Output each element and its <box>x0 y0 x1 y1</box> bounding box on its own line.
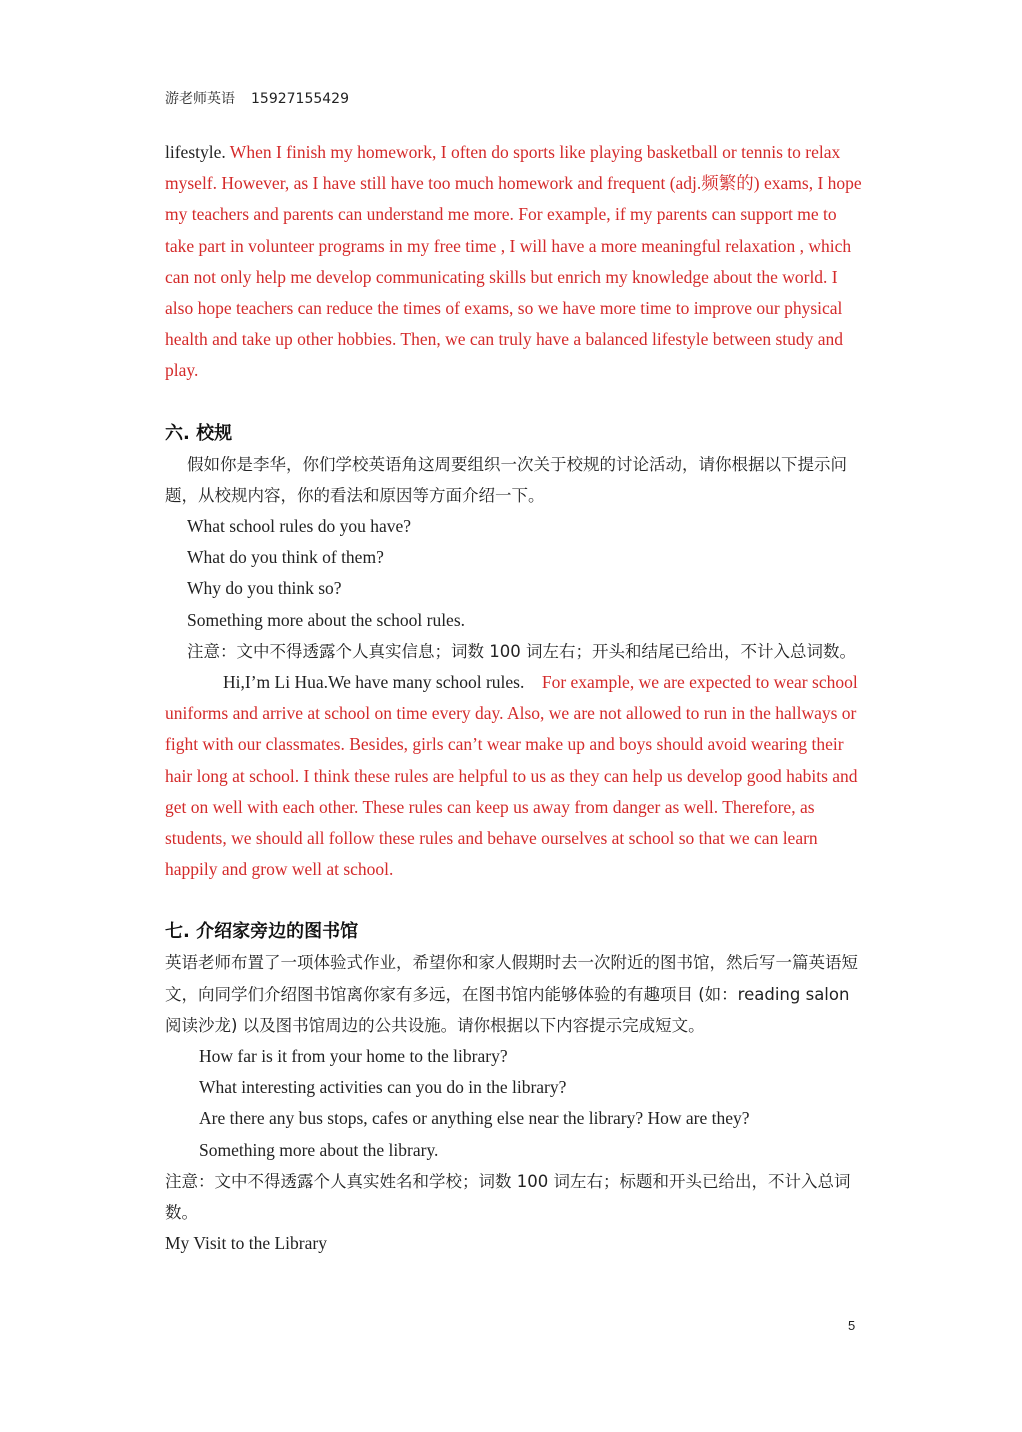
section7-prompt: 英语老师布置了一项体验式作业，希望你和家人假期时去一次附近的图书馆，然后写一篇英语短文，向同学们介绍图书馆离你家有多远，在图书馆内能够体验的有趣项目 (如：reading salon 阅读沙龙) 以及图书馆周边的公共设施。请你根据以下内容提示完成短文。 <box>165 953 858 1035</box>
section6-essay <box>165 667 865 885</box>
page-number: 5 <box>848 1318 856 1333</box>
section7-title: 七. 介绍家旁边的图书馆 <box>165 921 359 943</box>
page-header <box>165 88 349 108</box>
header-phone: 15927155429 <box>251 91 349 107</box>
section5-continued-paragraph <box>165 137 865 387</box>
header-author: 游老师英语 <box>165 91 235 107</box>
section6-opening: Hi,I’m Li Hua.We have many school rules. <box>223 672 525 693</box>
section6-note: 注意：文中不得透露个人真实信息；词数 100 词左右；开头和结尾已给出，不计入总词数。 <box>187 641 856 661</box>
section7-question-1: How far is it from your home to the library? <box>199 1046 508 1067</box>
section6-title: 六. 校规 <box>165 422 233 444</box>
section5-answer-text: When I finish my homework, I often do sports like playing basketball or tennis to relax myself. However, as I have still have too much homework and frequent (adj.频繁的) exams, I hope my teachers and parents can understand me more. For example, if my parents can support me to take part in volunteer programs in my free time , I will have a more meaningful relaxation , which can not only help me develop communicating skills but enrich my knowledge about the world. I also hope teachers can reduce the times of exams, so we have more time to improve our physical health and take up other hobbies. Then, we can truly have a balanced lifestyle between study and play. <box>165 142 862 381</box>
section7-essay-title: My Visit to the Library <box>165 1233 327 1254</box>
section7-note: 注意：文中不得透露个人真实姓名和学校；词数 100 词左右；标题和开头已给出，不计入总词数。 <box>165 1171 851 1223</box>
section7-question-4: Something more about the library. <box>199 1139 439 1160</box>
section6-question-1: What school rules do you have? <box>187 516 412 537</box>
section6-answer-text: For example, we are expected to wear school uniforms and arrive at school on time every day. Also, we are not allowed to run in the hallways or fight with our classmates. Besides, girls can’t wear make up and boys should avoid wearing their hair long at school. I think these rules are helpful to us as they can help us develop good habits and get on well with each other. These rules can keep us away from danger as well. Therefore, as students, we should all follow these rules and behave ourselves at school so that we can learn happily and grow well at school. <box>165 672 858 880</box>
section6-question-4: Something more about the school rules. <box>187 609 466 630</box>
page-body <box>165 137 865 1260</box>
section7-question-2: What interesting activities can you do in the library? <box>199 1077 567 1098</box>
section6-question-2: What do you think of them? <box>187 547 384 568</box>
section5-lead-text: lifestyle. <box>165 142 226 162</box>
section6-prompt: 假如你是李华，你们学校英语角这周要组织一次关于校规的讨论活动，请你根据以下提示问题，从校规内容，你的看法和原因等方面介绍一下。 <box>165 454 847 505</box>
section6-question-3: Why do you think so? <box>187 578 342 599</box>
section7-question-3: Are there any bus stops, cafes or anything else near the library? How are they? <box>199 1108 750 1129</box>
spacer <box>165 885 865 916</box>
spacer <box>165 387 865 418</box>
